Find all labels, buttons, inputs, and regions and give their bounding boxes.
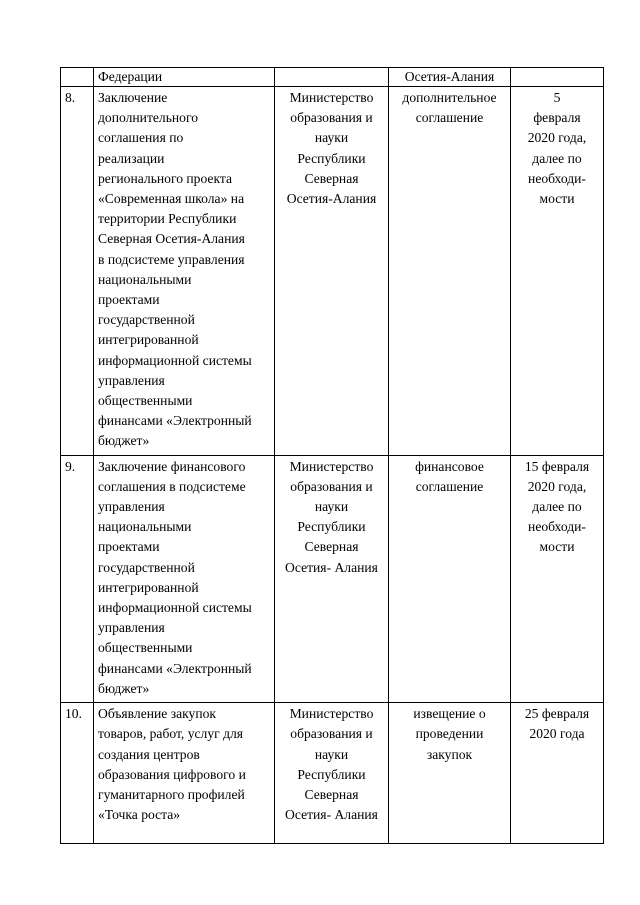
cell-date: 5 февраля 2020 года, далее по необходи- мости: [511, 87, 604, 456]
plan-table: [60, 67, 604, 844]
cell-document: дополнительное соглашение: [389, 87, 511, 456]
cell-num: [61, 68, 94, 87]
cell-num: 10.: [61, 703, 94, 844]
cell-executor: Министерство образования и науки Республики Северная Осетия- Алания: [275, 703, 389, 844]
cell-name: Заключение финансового соглашения в подсистеме управления национальными проектами государственной интегрированной информационной системы управления общественными финансами «Электронный бюджет»: [94, 455, 275, 702]
cell-date: 15 февраля 2020 года, далее по необходи- мости: [511, 455, 604, 702]
cell-executor: Министерство образования и науки Республики Северная Осетия- Алания: [275, 455, 389, 702]
table-row: [61, 87, 604, 456]
cell-num: 9.: [61, 455, 94, 702]
cell-name: Заключение дополнительного соглашения по реализации регионального проекта «Современная школа» на территории Республики Северная Осетия-Алания в подсистеме управления национальными проектами государственной интегрированной информационной системы управления общественными финансами «Электронный бюджет»: [94, 87, 275, 456]
table-row: [61, 455, 604, 702]
cell-executor: Министерство образования и науки Республики Северная Осетия-Алания: [275, 87, 389, 456]
cell-name: Объявление закупок товаров, работ, услуг для создания центров образования цифрового и гуманитарного профилей «Точка роста»: [94, 703, 275, 844]
document-page: [60, 67, 604, 844]
cell-executor: [275, 68, 389, 87]
cell-num: 8.: [61, 87, 94, 456]
cell-date: [511, 68, 604, 87]
table-row: [61, 703, 604, 844]
cell-document: извещение о проведении закупок: [389, 703, 511, 844]
cell-document: финансовое соглашение: [389, 455, 511, 702]
continuation-row: [61, 68, 604, 87]
cell-date: 25 февраля 2020 года: [511, 703, 604, 844]
cell-document: Осетия-Алания: [389, 68, 511, 87]
cell-name: Федерации: [94, 68, 275, 87]
